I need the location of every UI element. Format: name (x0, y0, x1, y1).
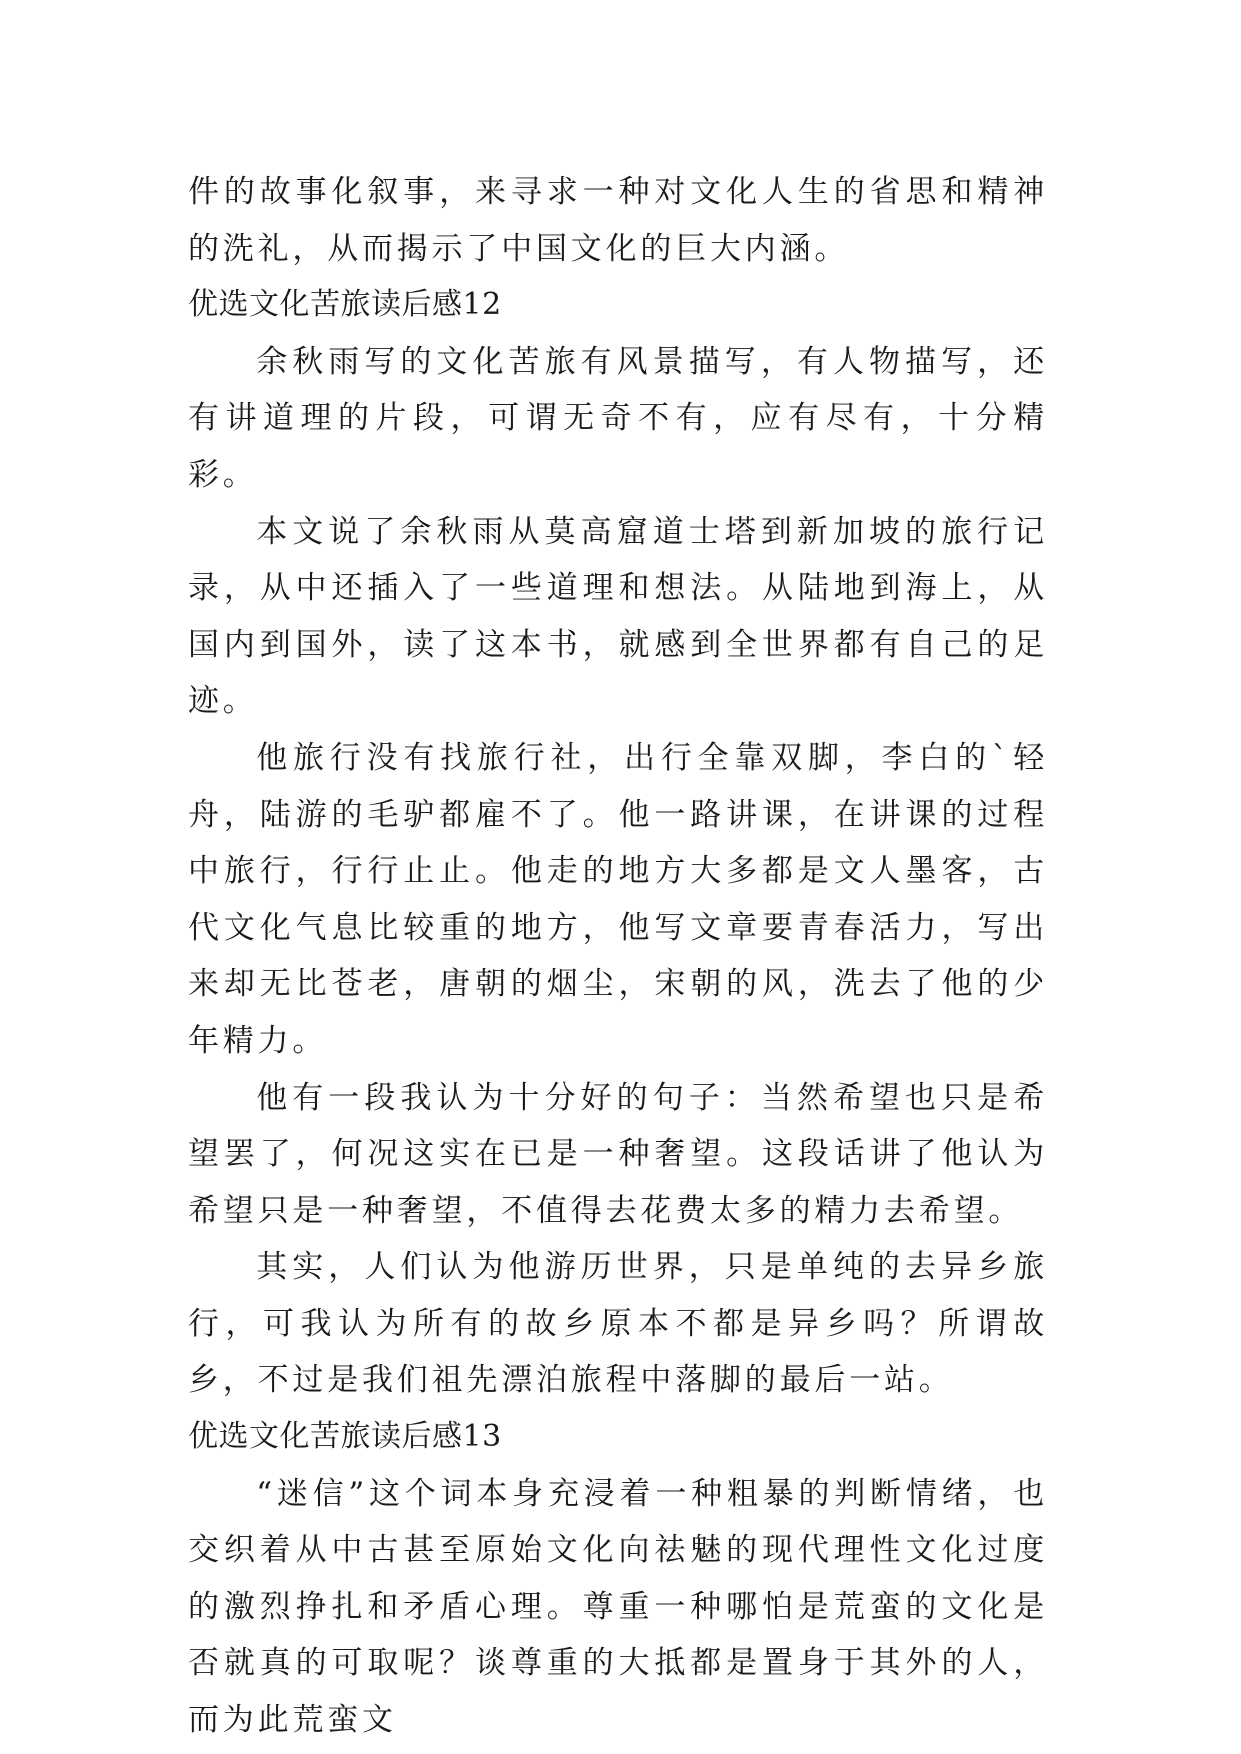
paragraph: 本文说了余秋雨从莫高窟道士塔到新加坡的旅行记录，从中还插入了一些道理和想法。从陆地到海上，从国内到国外，读了这本书，就感到全世界都有自己的足迹。 (188, 513, 1048, 720)
paragraph: 其实，人们认为他游历世界，只是单纯的去异乡旅行，可我认为所有的故乡原本不都是异乡吗？所谓故乡，不过是我们祖先漂泊旅程中落脚的最后一站。 (188, 1249, 1048, 1399)
section-heading-12: 优选文化苦旅读后感12 (188, 287, 502, 323)
paragraph: 他旅行没有找旅行社，出行全靠双脚，李白的`轻舟，陆游的毛驴都雇不了。他一路讲课，在讲课的过程中旅行，行行止止。他走的地方大多都是文人墨客，古代文化气息比较重的地方，他写文章要青春活力，写出来却无比苍老，唐朝的烟尘，宋朝的风，洗去了他的少年精力。 (188, 739, 1048, 1059)
section-heading-13: 优选文化苦旅读后感13 (188, 1419, 502, 1455)
paragraph: “迷信”这个词本身充浸着一种粗暴的判断情绪，也交织着从中古甚至原始文化向祛魅的现代理性文化过度的激烈挣扎和矛盾心理。尊重一种哪怕是荒蛮的文化是否就真的可取呢？谈尊重的大抵都是置身于其外的人，而为此荒蛮文 (188, 1475, 1048, 1739)
document-body (188, 164, 1048, 1749)
paragraph: 余秋雨写的文化苦旅有风景描写，有人物描写，还有讲道理的片段，可谓无奇不有，应有尽有，十分精彩。 (188, 343, 1048, 493)
paragraph-continuation: 件的故事化叙事，来寻求一种对文化人生的省思和精神的洗礼，从而揭示了中国文化的巨大内涵。 (188, 174, 1048, 267)
paragraph: 他有一段我认为十分好的句子：当然希望也只是希望罢了，何况这实在已是一种奢望。这段话讲了他认为希望只是一种奢望，不值得去花费太多的精力去希望。 (188, 1079, 1048, 1229)
